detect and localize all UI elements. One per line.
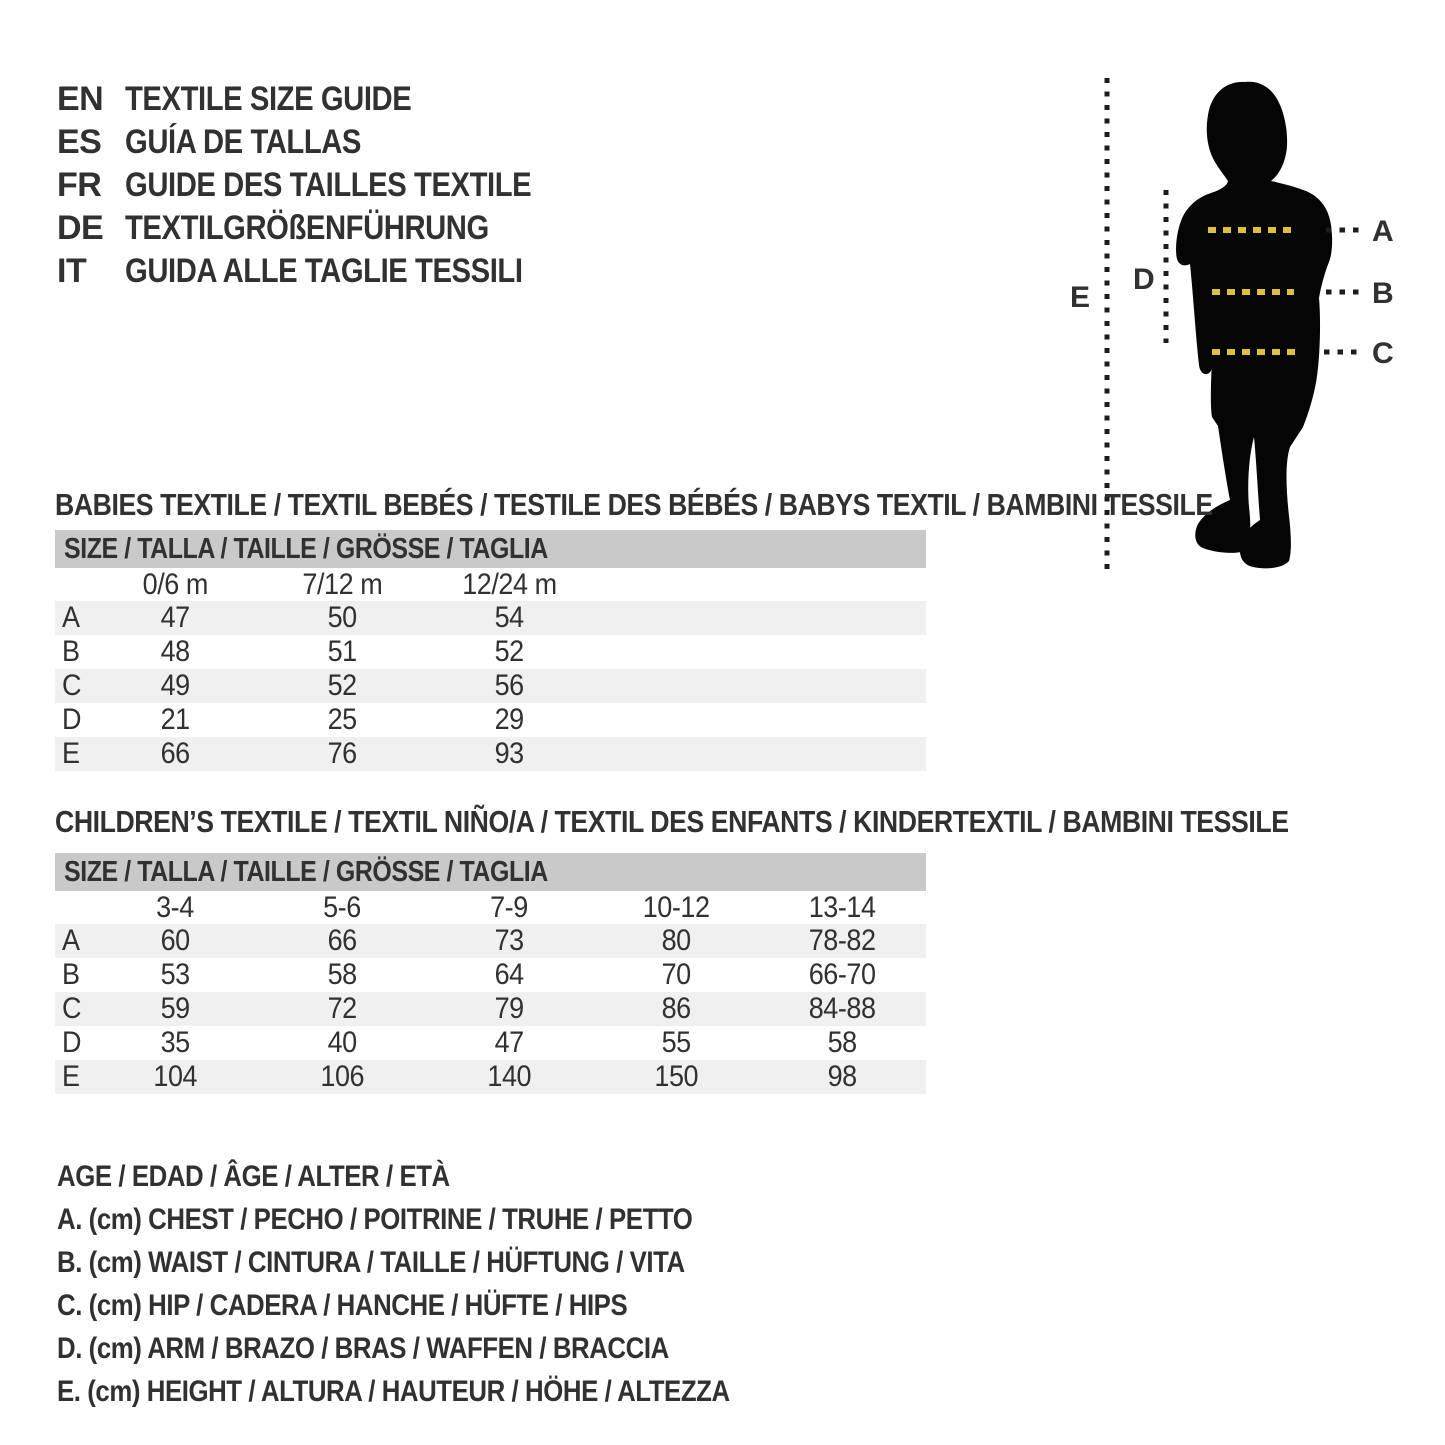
table-row [55,1026,926,1060]
language-code: FR [57,166,102,204]
row-label: E [62,737,80,770]
table-row [55,1060,926,1094]
column-header: 12/24 m [461,568,557,601]
column-header: 7-9 [490,891,528,924]
size-value-cell: 79 [494,992,524,1025]
children-section-heading [55,805,1445,839]
size-value-cell: 84-88 [809,992,876,1025]
size-value-cell: 60 [160,924,190,957]
language-row-fr [57,164,597,207]
table-row [55,924,926,958]
size-value-cell: 66-70 [809,958,876,991]
legend-line-arm: D. (cm) ARM / BRAZO / BRAS / WAFFEN / BRACCIA [57,1331,669,1365]
table-row [55,737,926,771]
size-value-cell: 53 [160,958,190,991]
table-row [55,601,926,635]
size-value-cell: 78-82 [809,924,876,957]
size-value-cell: 50 [327,601,357,634]
size-value-cell: 40 [327,1026,357,1059]
size-value-cell: 66 [327,924,357,957]
size-value-cell: 72 [327,992,357,1025]
language-title-block [57,78,597,293]
row-label: B [62,958,80,991]
column-header: 7/12 m [302,568,383,601]
language-row-it [57,250,597,293]
legend-line-age: AGE / EDAD / ÂGE / ALTER / ETÀ [57,1159,450,1193]
size-value-cell: 58 [828,1026,858,1059]
size-value-cell: 58 [327,958,357,991]
legend-line-hip: C. (cm) HIP / CADERA / HANCHE / HÜFTE / HIPS [57,1288,628,1322]
column-header: 5-6 [323,891,362,924]
children-column-header-row [55,891,926,924]
size-value-cell: 35 [160,1026,190,1059]
size-value-cell: 52 [327,669,357,702]
size-value-cell: 66 [160,737,190,770]
size-header-bar [55,530,926,568]
size-value-cell: 49 [160,669,190,702]
size-value-cell: 64 [494,958,524,991]
size-header-bar [55,853,926,891]
babies-section-heading [55,488,1401,522]
size-value-cell: 150 [653,1060,698,1093]
children-size-table [55,853,926,1094]
table-row [55,635,926,669]
column-header: 13-14 [809,891,876,924]
figure-label-d: D [1133,263,1155,296]
size-header-text: SIZE / TALLA / TAILLE / GRÖSSE / TAGLIA [64,855,548,888]
babies-heading-text: BABIES TEXTILE / TEXTIL BEBÉS / TESTILE DES BÉBÉS / BABYS TEXTIL / BAMBINI TESSILE [55,487,1213,522]
row-label: D [62,1026,82,1059]
legend-line-height: E. (cm) HEIGHT / ALTURA / HAUTEUR / HÖHE / ALTEZZA [57,1374,730,1408]
row-label: C [62,992,82,1025]
language-code: EN [57,80,104,118]
legend-line-chest: A. (cm) CHEST / PECHO / POITRINE / TRUHE / PETTO [57,1202,693,1236]
figure-label-b: B [1372,277,1394,310]
size-value-cell: 86 [661,992,691,1025]
size-value-cell: 59 [160,992,190,1025]
size-value-cell: 55 [661,1026,691,1059]
size-value-cell: 140 [487,1060,531,1093]
size-value-cell: 106 [320,1060,365,1093]
size-value-cell: 70 [661,958,691,991]
babies-size-table [55,530,926,771]
row-label: A [62,924,80,957]
size-value-cell: 98 [828,1060,858,1093]
language-code: ES [57,123,102,161]
language-row-de [57,207,597,250]
language-code: IT [57,252,87,290]
figure-label-a: A [1372,215,1394,248]
size-value-cell: 51 [327,635,357,668]
size-value-cell: 29 [494,703,524,736]
measurement-legend [57,1155,839,1413]
size-value-cell: 52 [494,635,524,668]
size-value-cell: 25 [327,703,357,736]
column-header: 10-12 [642,891,710,924]
table-row [55,958,926,992]
size-value-cell: 54 [494,601,524,634]
row-label: B [62,635,80,668]
language-title: GUÍA DE TALLAS [125,123,362,161]
size-value-cell: 48 [160,635,190,668]
table-row [55,669,926,703]
column-header: 0/6 m [142,568,209,601]
size-value-cell: 104 [153,1060,198,1093]
row-label: C [62,669,82,702]
size-value-cell: 47 [160,601,190,634]
language-title: TEXTILE SIZE GUIDE [125,80,412,118]
figure-label-e: E [1070,281,1091,314]
language-title: TEXTILGRÖßENFÜHRUNG [125,209,489,247]
size-value-cell: 21 [160,703,190,736]
language-title: GUIDA ALLE TAGLIE TESSILI [125,252,523,290]
row-label: E [62,1060,80,1093]
size-value-cell: 73 [494,924,524,957]
row-label: A [62,601,80,634]
size-value-cell: 80 [661,924,691,957]
size-value-cell: 93 [494,737,524,770]
figure-label-c: C [1372,337,1394,370]
children-heading-text: CHILDREN’S TEXTILE / TEXTIL NIÑO/A / TEXTIL DES ENFANTS / KINDERTEXTIL / BAMBINI TESSILE [55,804,1289,839]
size-header-text: SIZE / TALLA / TAILLE / GRÖSSE / TAGLIA [64,532,548,565]
column-header: 3-4 [156,891,195,924]
language-code: DE [57,209,104,247]
babies-column-header-row [55,568,926,601]
language-row-en [57,78,597,121]
size-value-cell: 47 [494,1026,524,1059]
language-title: GUIDE DES TAILLES TEXTILE [125,166,532,204]
row-label: D [62,703,82,736]
table-row [55,703,926,737]
legend-line-waist: B. (cm) WAIST / CINTURA / TAILLE / HÜFTUNG / VITA [57,1245,685,1279]
size-value-cell: 56 [494,669,524,702]
table-row [55,992,926,1026]
language-row-es [57,121,597,164]
size-value-cell: 76 [327,737,357,770]
